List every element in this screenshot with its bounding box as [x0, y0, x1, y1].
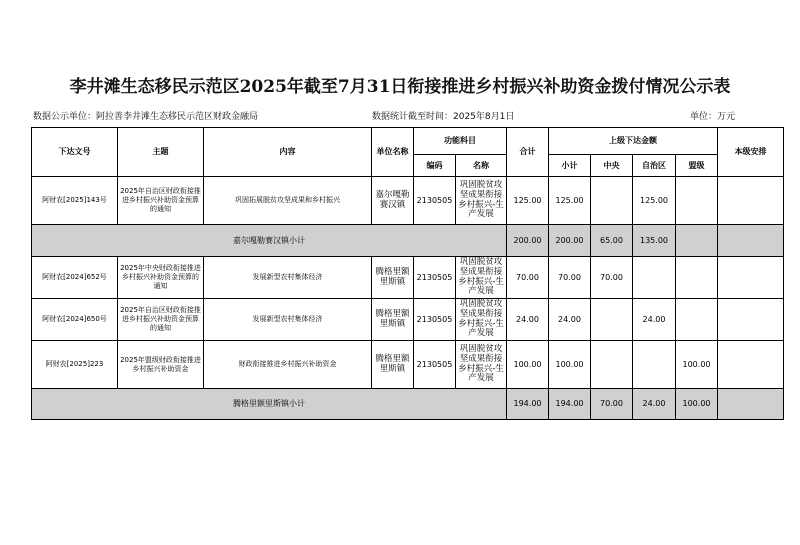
cell-unit-name: 腾格里额里斯镇: [372, 299, 414, 341]
cell-code: 2130505: [414, 299, 456, 341]
header-region: 自治区: [633, 155, 676, 177]
table-row: [32, 257, 784, 299]
subtotal-label: 嘉尔嘎勒赛汉镇小计: [32, 225, 507, 257]
cell-name: 巩固脱贫攻坚成果衔接乡村振兴-生产发展: [456, 299, 507, 341]
publisher-label: 数据公示单位：阿拉善李井滩生态移民示范区财政金融局: [33, 112, 259, 122]
header-subtotal: 小计: [549, 155, 591, 177]
subtotal-central: 65.00: [591, 225, 633, 257]
subtotal-region: 135.00: [633, 225, 676, 257]
cell-content: 发展新型农村集体经济: [204, 257, 372, 299]
header-local: 本级安排: [718, 128, 784, 177]
cell-subject: 2025年自治区财政衔接推进乡村振兴补助资金预算的通知: [118, 299, 204, 341]
header-central: 中央: [591, 155, 633, 177]
funds-table: [31, 127, 784, 420]
header-content: 内容: [204, 128, 372, 177]
cell-subject: 2025年中央财政衔接推进乡村振兴补助资金预算的通知: [118, 257, 204, 299]
subtotal-subtotal: 194.00: [549, 389, 591, 420]
header-func-subject: 功能科目: [414, 128, 507, 155]
cell-total: 125.00: [507, 177, 549, 225]
cell-total: 70.00: [507, 257, 549, 299]
cell-subject: 2025年自治区财政衔接推进乡村振兴补助资金预算的通知: [118, 177, 204, 225]
header-unit-name: 单位名称: [372, 128, 414, 177]
cell-doc-no: 阿财农[2025]223: [32, 341, 118, 389]
cell-subtotal: 24.00: [549, 299, 591, 341]
subtotal-league: 100.00: [676, 389, 718, 420]
cell-doc-no: 阿财农[2024]650号: [32, 299, 118, 341]
cell-code: 2130505: [414, 257, 456, 299]
page-title: 李井滩生态移民示范区2025年截至7月31日衔接推进乡村振兴补助资金拨付情况公示表: [69, 77, 731, 97]
cell-doc-no: 阿财农[2025]143号: [32, 177, 118, 225]
cell-subtotal: 125.00: [549, 177, 591, 225]
cell-league: [676, 177, 718, 225]
subtotal-label: 腾格里额里斯镇小计: [32, 389, 507, 420]
cell-league: 100.00: [676, 341, 718, 389]
cell-region: [633, 257, 676, 299]
subtotal-total: 194.00: [507, 389, 549, 420]
cell-central: [591, 177, 633, 225]
table-row: [32, 341, 784, 389]
unit-label: 单位：万元: [690, 112, 736, 122]
cell-name: 巩固脱贫攻坚成果衔接乡村振兴-生产发展: [456, 341, 507, 389]
date-label: 数据统计截至时间：2025年8月1日: [372, 112, 515, 122]
cell-unit-name: 腾格里额里斯镇: [372, 341, 414, 389]
cell-code: 2130505: [414, 177, 456, 225]
subtotal-row: [32, 225, 784, 257]
header-code: 编码: [414, 155, 456, 177]
cell-doc-no: 阿财农[2024]652号: [32, 257, 118, 299]
cell-subtotal: 70.00: [549, 257, 591, 299]
cell-code: 2130505: [414, 341, 456, 389]
cell-local: [718, 257, 784, 299]
cell-content: 财政衔接推进乡村振兴补助资金: [204, 341, 372, 389]
cell-region: 125.00: [633, 177, 676, 225]
cell-league: [676, 299, 718, 341]
subtotal-local: [718, 225, 784, 257]
subtotal-local: [718, 389, 784, 420]
subtotal-region: 24.00: [633, 389, 676, 420]
cell-content: 巩固拓展脱贫攻坚成果和乡村振兴: [204, 177, 372, 225]
cell-subject: 2025年盟级财政衔接推进乡村振兴补助资金: [118, 341, 204, 389]
cell-subtotal: 100.00: [549, 341, 591, 389]
header-total: 合计: [507, 128, 549, 177]
header-subject: 主题: [118, 128, 204, 177]
cell-local: [718, 341, 784, 389]
subtotal-league: [676, 225, 718, 257]
subtotal-total: 200.00: [507, 225, 549, 257]
subtotal-central: 70.00: [591, 389, 633, 420]
header-league: 盟级: [676, 155, 718, 177]
cell-central: 70.00: [591, 257, 633, 299]
cell-unit-name: 嘉尔嘎勒赛汉镇: [372, 177, 414, 225]
cell-content: 发展新型农村集体经济: [204, 299, 372, 341]
table-row: [32, 299, 784, 341]
header-doc-no: 下达文号: [32, 128, 118, 177]
cell-total: 100.00: [507, 341, 549, 389]
cell-region: [633, 341, 676, 389]
subtotal-subtotal: 200.00: [549, 225, 591, 257]
cell-central: [591, 341, 633, 389]
cell-local: [718, 299, 784, 341]
cell-league: [676, 257, 718, 299]
header-upper-funds: 上级下达金额: [549, 128, 718, 155]
cell-central: [591, 299, 633, 341]
cell-name: 巩固脱贫攻坚成果衔接乡村振兴-生产发展: [456, 177, 507, 225]
cell-unit-name: 腾格里额里斯镇: [372, 257, 414, 299]
cell-total: 24.00: [507, 299, 549, 341]
header-row-1: [32, 128, 784, 155]
header-name: 名称: [456, 155, 507, 177]
subtotal-row: [32, 389, 784, 420]
cell-region: 24.00: [633, 299, 676, 341]
table-row: [32, 177, 784, 225]
cell-local: [718, 177, 784, 225]
cell-name: 巩固脱贫攻坚成果衔接乡村振兴-生产发展: [456, 257, 507, 299]
